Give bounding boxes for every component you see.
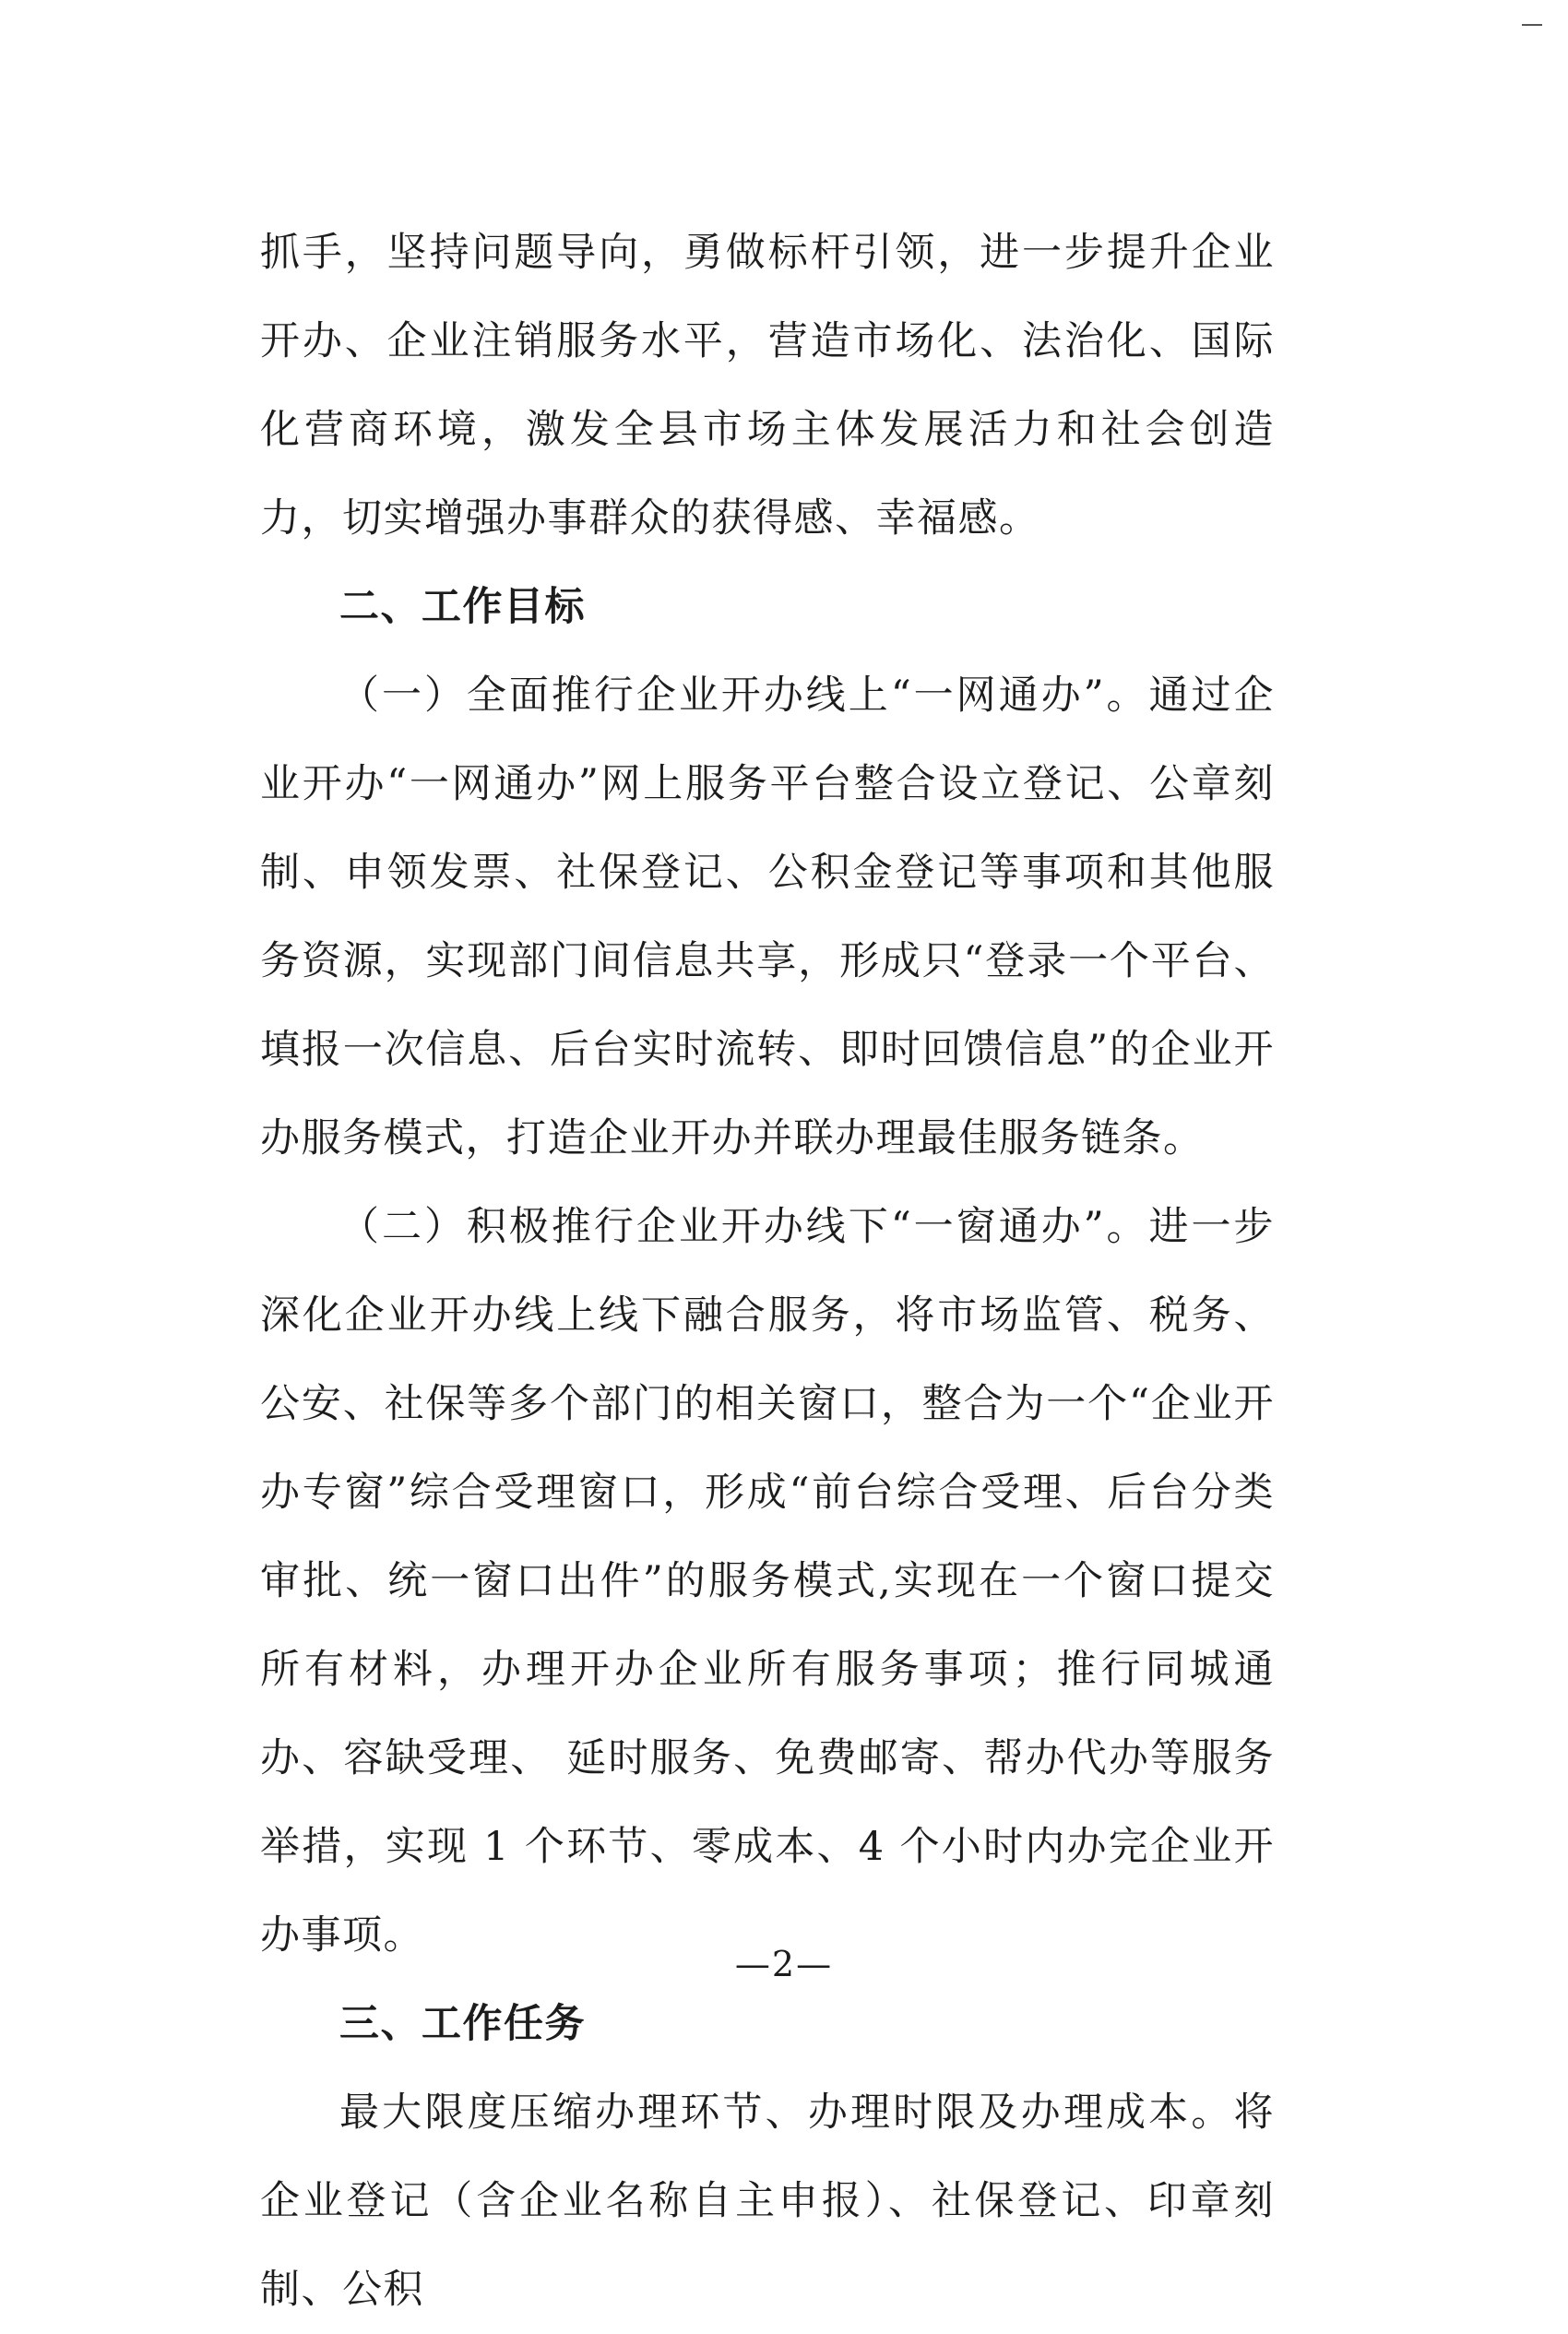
section-heading-work-tasks: 三、工作任务	[339, 2001, 586, 2047]
scan-corner-mark	[1522, 24, 1542, 26]
paragraph-tasks: 最大限度压缩办理环节、办理时限及办理成本。将企业登记（含企业名称自主申报）、社保登记、印章刻制、公积	[260, 2090, 1275, 2313]
section-heading-work-goals: 二、工作目标	[339, 584, 586, 630]
paragraph-goal-online: （一）全面推行企业开办线上“一网通办”。通过企业开办“一网通办”网上服务平台整合设立登记、公章刻制、申领发票、社保登记、公积金登记等事项和其他服务资源，实现部门间信息共享，形成只“登录一个平台、填报一次信息、后台实时流转、即时回馈信息”的企业开办服务模式，打造企业开办并联办理最佳服务链条。	[260, 673, 1275, 1161]
paragraph-continuation: 抓手，坚持问题导向，勇做标杆引领，进一步提升企业开办、企业注销服务水平，营造市场化、法治化、国际化营商环境，激发全县市场主体发展活力和社会创造力，切实增强办事群众的获得感、幸福感。	[260, 230, 1275, 542]
paragraph-goal-offline: （二）积极推行企业开办线下“一窗通办”。进一步深化企业开办线上线下融合服务，将市场监管、税务、公安、社保等多个部门的相关窗口，整合为一个“企业开办专窗”综合受理窗口，形成“前台综合受理、后台分类审批、统一窗口出件”的服务模式,实现在一个窗口提交所有材料，办理开办企业所有服务事项；推行同城通办、容缺受理、 延时服务、免费邮寄、帮办代办等服务举措，实现 1 个环节、零成本、4 个小时内办完企业开办事项。	[260, 1204, 1275, 1959]
page-number: —2—	[734, 1944, 834, 1984]
body-text-column	[260, 208, 1275, 2334]
